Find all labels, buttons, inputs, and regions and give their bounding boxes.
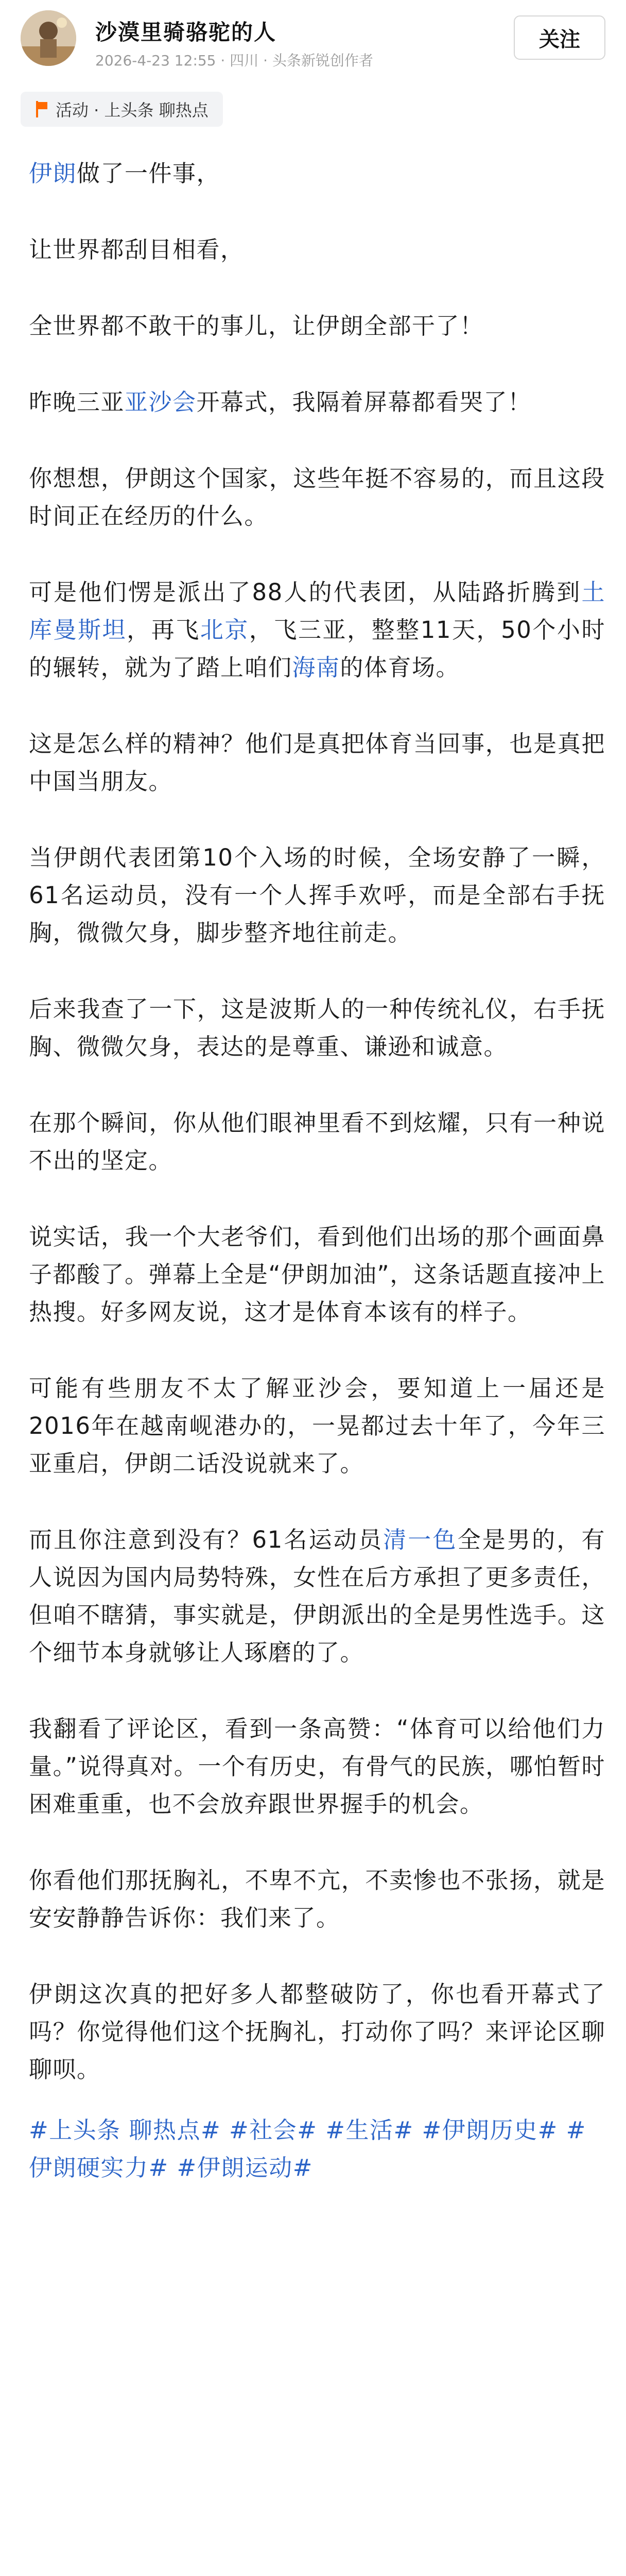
paragraph-text: 的体育场。 (340, 654, 460, 681)
topic-chip-label: 活动 · 上头条 聊热点 (56, 100, 208, 120)
paragraph-text: 开幕式，我隔着屏幕都看哭了！ (196, 388, 532, 416)
paragraph-text: 你看他们那抚胸礼，不卑不亢，不卖惨也不张扬，就是安安静静告诉你：我们来了。 (29, 1867, 605, 1931)
follow-button[interactable]: 关注 (514, 15, 605, 60)
article-paragraph (29, 460, 605, 535)
topic-chip[interactable] (21, 92, 223, 127)
article-paragraph (29, 1104, 605, 1179)
author-name[interactable]: 沙漠里骑骆驼的人 (95, 20, 277, 45)
paragraph-text: 做了一件事， (77, 160, 221, 187)
article-paragraph (29, 1369, 605, 1482)
article-paragraph (29, 383, 605, 421)
article-paragraph (29, 990, 605, 1065)
paragraph-text: 后来我查了一下，这是波斯人的一种传统礼仪，右手抚胸、微微欠身，表达的是尊重、谦逊和诚意。 (29, 995, 605, 1060)
keyword-link[interactable]: 亚沙会 (125, 388, 197, 416)
paragraph-text: ，再飞 (127, 616, 200, 643)
paragraph-text: 当伊朗代表团第10个入场的时候，全场安静了一瞬，61名运动员，没有一个人挥手欢呼，而是全部右手抚胸，微微欠身，脚步整齐地往前走。 (29, 844, 605, 946)
article-body (29, 155, 605, 2187)
paragraph-text: 全世界都不敢干的事儿，让伊朗全部干了！ (29, 312, 484, 340)
paragraph-text: 昨晚三亚 (29, 388, 125, 416)
paragraph-text: 这是怎么样的精神？他们是真把体育当回事，也是真把中国当朋友。 (29, 730, 605, 795)
paragraph-text: 在那个瞬间，你从他们眼神里看不到炫耀，只有一种说不出的坚定。 (29, 1109, 605, 1174)
article-paragraph (29, 231, 605, 268)
keyword-link[interactable]: 海南 (292, 654, 340, 681)
paragraph-text: 而且你注意到没有？61名运动员 (29, 1526, 384, 1553)
article-paragraph (29, 839, 605, 952)
keyword-link[interactable]: 伊朗 (29, 160, 77, 187)
article-paragraph (29, 1861, 605, 1937)
paragraph-text: 全是男的，有人说因为国内局势特殊，女性在后方承担了更多责任，但咱不瞎猜，事实就是，伊朗派出的全是男性选手。这个细节本身就够让人琢磨的了。 (29, 1526, 605, 1666)
paragraph-text: 伊朗这次真的把好多人都整破防了，你也看开幕式了吗？你觉得他们这个抚胸礼，打动你了吗？来评论区聊聊呗。 (29, 1980, 605, 2083)
article-paragraph (29, 307, 605, 345)
article-paragraph (29, 725, 605, 800)
paragraph-text: 可能有些朋友不太了解亚沙会，要知道上一届还是2016年在越南岘港办的，一晃都过去十年了，今年三亚重启，伊朗二话没说就来了。 (29, 1375, 605, 1477)
paragraph-text: 让世界都刮目相看， (29, 236, 245, 263)
article-paragraph (29, 1710, 605, 1823)
article-paragraph (29, 155, 605, 192)
keyword-link[interactable]: 土库曼斯坦 (29, 579, 605, 643)
post-header (0, 0, 626, 98)
paragraph-text: 可是他们愣是派出了88人的代表团，从陆路折腾到 (29, 579, 582, 606)
article-paragraph (29, 1975, 605, 2088)
article-paragraph (29, 1218, 605, 1331)
paragraph-text: ，飞三亚，整整11天，50个小时的辗转，就为了踏上咱们 (29, 616, 605, 681)
paragraph-text: 我翻看了评论区，看到一条高赞：“体育可以给他们力量。”说得真对。一个有历史，有骨气的民族，哪怕暂时困难重重，也不会放弃跟世界握手的机会。 (29, 1715, 605, 1818)
hashtag-list[interactable]: #上头条 聊热点# #社会# #生活# #伊朗历史# #伊朗硬实力# #伊朗运动# (29, 2116, 586, 2181)
keyword-link[interactable]: 北京 (200, 616, 249, 643)
paragraph-text: 说实话，我一个大老爷们，看到他们出场的那个画面鼻子都酸了。弹幕上全是“伊朗加油”，这条话题直接冲上热搜。好多网友说，这才是体育本该有的样子。 (29, 1223, 605, 1326)
flag-icon (35, 101, 48, 117)
article-paragraph (29, 573, 605, 686)
author-avatar[interactable] (21, 10, 76, 66)
article-paragraph (29, 1521, 605, 1671)
post-meta: 2026-4-23 12:55 · 四川 · 头条新锐创作者 (95, 52, 373, 69)
paragraph-text: 你想想，伊朗这个国家，这些年挺不容易的，而且这段时间正在经历的什么。 (29, 465, 605, 530)
keyword-link[interactable]: 清一色 (383, 1526, 458, 1553)
